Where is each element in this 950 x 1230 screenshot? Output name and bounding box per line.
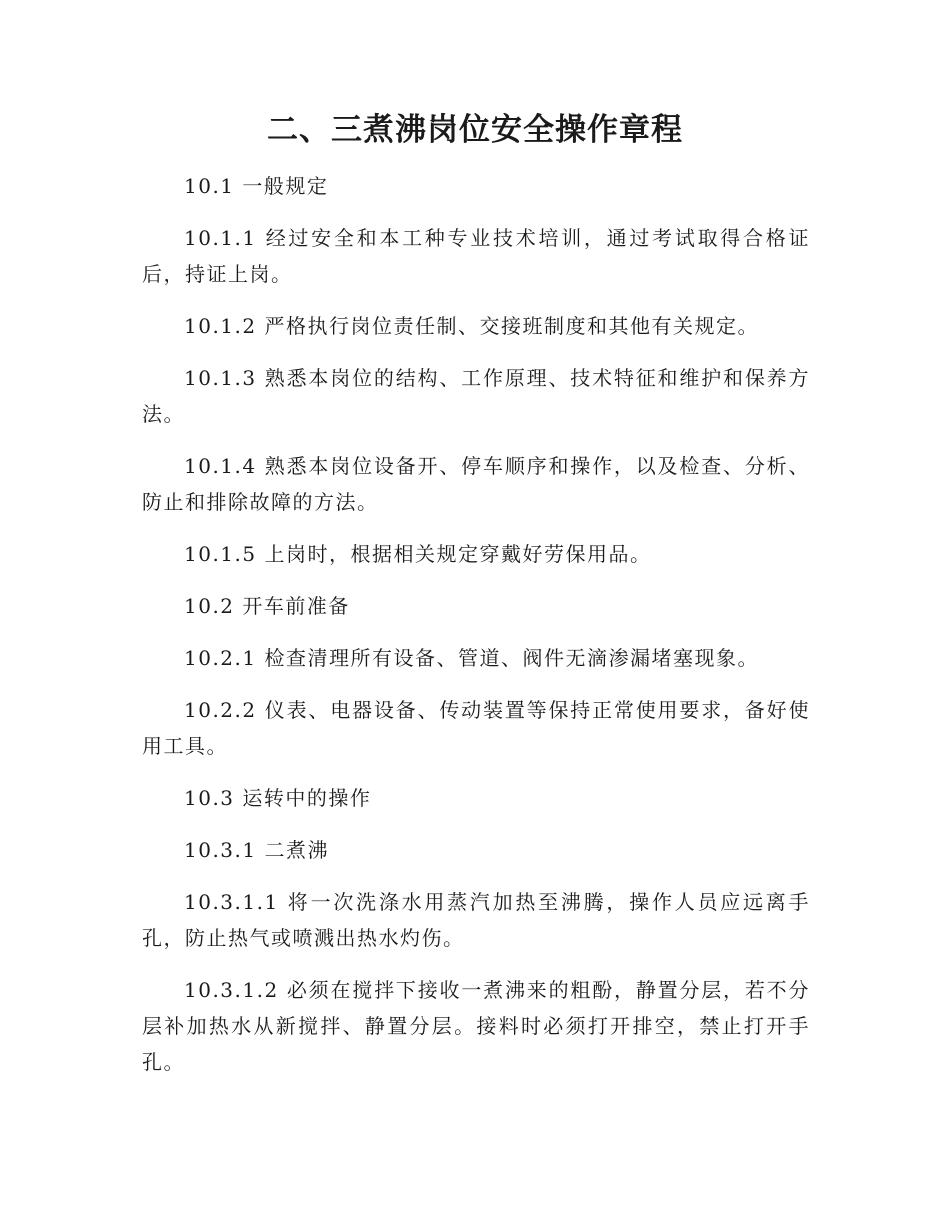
paragraph-10-1-4: 10.1.4 熟悉本岗位设备开、停车顺序和操作，以及检查、分析、防止和排除故障的方法。 (142, 454, 810, 514)
paragraph-10-2-2: 10.2.2 仪表、电器设备、传动装置等保持正常使用要求，备好使用工具。 (142, 698, 810, 758)
document-title: 二、三煮沸岗位安全操作章程 (267, 112, 683, 148)
paragraph-10-2-1: 10.2.1 检查清理所有设备、管道、阀件无滴渗漏堵塞现象。 (184, 646, 759, 670)
paragraph-10-3-1-2: 10.3.1.2 必须在搅拌下接收一煮沸来的粗酚，静置分层，若不分层补加热水从新搅拌、静置分层。接料时必须打开排空，禁止打开手孔。 (142, 978, 810, 1074)
paragraph-10-1-2: 10.1.2 严格执行岗位责任制、交接班制度和其他有关规定。 (184, 314, 759, 338)
paragraph-10-1-5: 10.1.5 上岗时，根据相关规定穿戴好劳保用品。 (184, 542, 652, 566)
section-heading-10-3: 10.3 运转中的操作 (184, 786, 372, 810)
paragraph-10-1-1: 10.1.1 经过安全和本工种专业技术培训，通过考试取得合格证后，持证上岗。 (142, 226, 810, 286)
paragraph-10-1-3: 10.1.3 熟悉本岗位的结构、工作原理、技术特征和维护和保养方法。 (142, 366, 810, 426)
section-heading-10-2: 10.2 开车前准备 (184, 594, 350, 618)
paragraph-10-3-1-1: 10.3.1.1 将一次洗涤水用蒸汽加热至沸腾，操作人员应远离手孔，防止热气或喷溅出热水灼伤。 (142, 890, 810, 950)
section-heading-10-1: 10.1 一般规定 (184, 174, 329, 198)
subsection-heading-10-3-1: 10.3.1 二煮沸 (184, 838, 329, 862)
document-body (142, 168, 810, 1096)
